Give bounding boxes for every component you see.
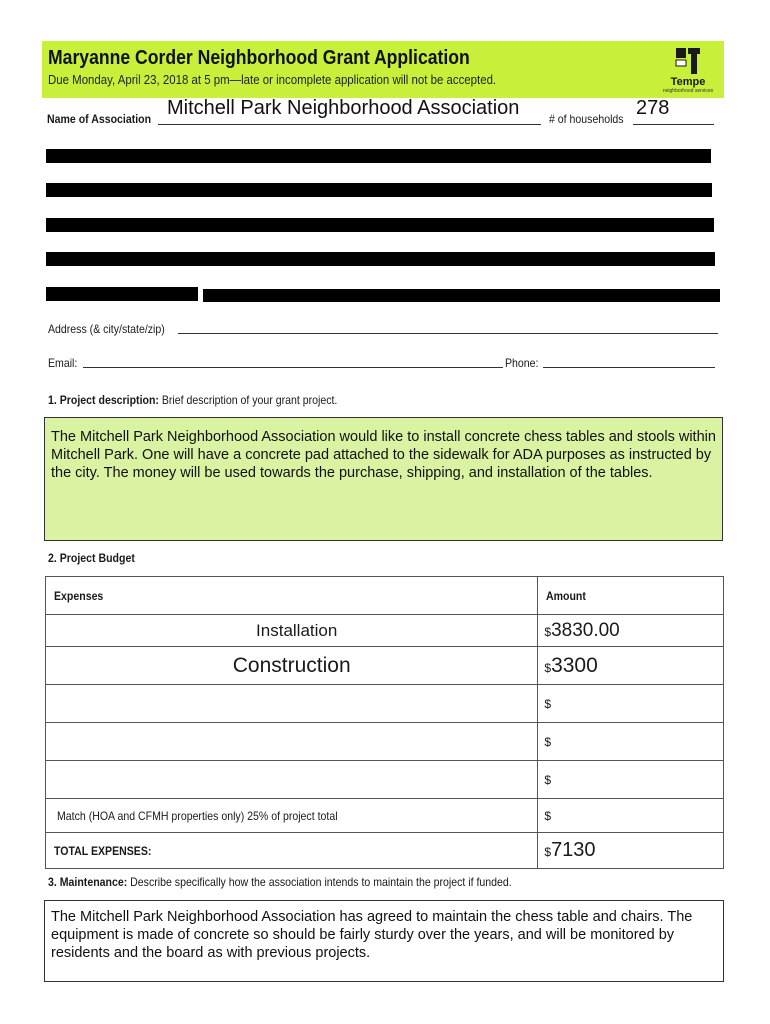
amount-cell[interactable] [538,647,724,685]
redaction-bar [46,183,712,197]
tempe-logo [660,46,716,94]
section2-heading: 2. Project Budget [48,551,135,565]
section3-number: 3. [48,875,57,889]
address-field[interactable] [178,333,718,334]
project-description-box[interactable] [44,417,723,541]
match-row [46,799,724,833]
email-field[interactable] [83,367,503,368]
expense-cell[interactable] [46,647,538,685]
association-name-label: Name of Association [47,112,152,126]
currency-symbol: $ [544,772,552,787]
section3-title: Maintenance: [59,875,128,889]
phone-field[interactable] [543,367,715,368]
currency-symbol: $ [544,624,552,639]
table-row [46,615,724,647]
section1-instruction: Brief description of your grant project. [161,393,338,407]
section1-title: Project description: [59,393,159,407]
section3-heading [48,875,512,889]
total-amount-cell[interactable] [538,833,724,869]
currency-symbol: $ [544,696,552,711]
households-value[interactable]: 278 [636,97,670,119]
expense-value: Installation [256,620,338,640]
section3-instruction: Describe specifically how the association intends to maintain the project if funded. [130,875,512,889]
maintenance-text: The Mitchell Park Neighborhood Association has agreed to maintain the chess table and chairs. The equipment is made of concrete so should be fairly sturdy over the years, and will be monitored by residents and the board as with previous projects. [51,909,693,961]
amount-cell[interactable] [538,615,724,647]
redaction-bar [46,149,711,163]
table-row [46,685,724,723]
amount-cell[interactable] [538,685,724,723]
expenses-header: Expenses [54,588,104,603]
table-row [46,761,724,799]
currency-symbol: $ [544,660,552,675]
expense-value: Construction [232,653,351,677]
expense-cell[interactable] [46,615,538,647]
page-title: Maryanne Corder Neighborhood Grant Application [48,47,470,69]
total-label: TOTAL EXPENSES: [54,843,152,858]
expenses-header-cell [46,577,538,615]
maintenance-box[interactable] [44,900,724,982]
amount-header-cell [538,577,724,615]
table-row [46,647,724,685]
expense-cell[interactable] [46,723,538,761]
match-label-cell [46,799,538,833]
phone-label: Phone: [505,356,539,370]
currency-symbol: $ [544,734,552,749]
budget-header-row [46,577,724,615]
page-subtitle: Due Monday, April 23, 2018 at 5 pm—late or incomplete application will not be accepted. [48,72,497,87]
section1-number: 1. [48,393,57,407]
redaction-bar [203,289,720,302]
redaction-bar [46,218,714,232]
association-name-value[interactable]: Mitchell Park Neighborhood Association [167,97,520,119]
redaction-bar [46,252,715,266]
currency-symbol: $ [544,845,552,859]
households-line [633,124,714,125]
email-label: Email: [48,356,78,370]
association-name-line [158,124,541,125]
budget-table [45,576,724,869]
currency-symbol: $ [544,808,552,823]
match-label: Match (HOA and CFMH properties only) 25% of project total [57,808,338,823]
logo-tagline: neighborhood services [662,88,714,94]
amount-header: Amount [546,588,587,603]
expense-cell[interactable] [46,685,538,723]
total-row [46,833,724,869]
expense-cell[interactable] [46,761,538,799]
tempe-logo-icon [660,46,716,76]
total-amount-value: 7130 [551,839,596,861]
amount-cell[interactable] [538,723,724,761]
address-label: Address (& city/state/zip) [48,322,165,336]
logo-wordmark: Tempe [670,76,706,88]
amount-cell[interactable] [538,761,724,799]
amount-value: 3830.00 [551,619,620,641]
match-amount-cell[interactable] [538,799,724,833]
project-description-text: The Mitchell Park Neighborhood Association would like to install concrete chess tables and stools within Mitchell Park. One will have a concrete pad attached to the sidewalk for ADA purposes as instructed by the city. The money will be used towards the purchase, shipping, and installation of the tables. [51,429,716,481]
redaction-bar [46,287,198,301]
section1-heading [48,393,337,407]
table-row [46,723,724,761]
households-label: # of households [549,112,624,126]
amount-value: 3300 [551,653,598,677]
total-label-cell [46,833,538,869]
